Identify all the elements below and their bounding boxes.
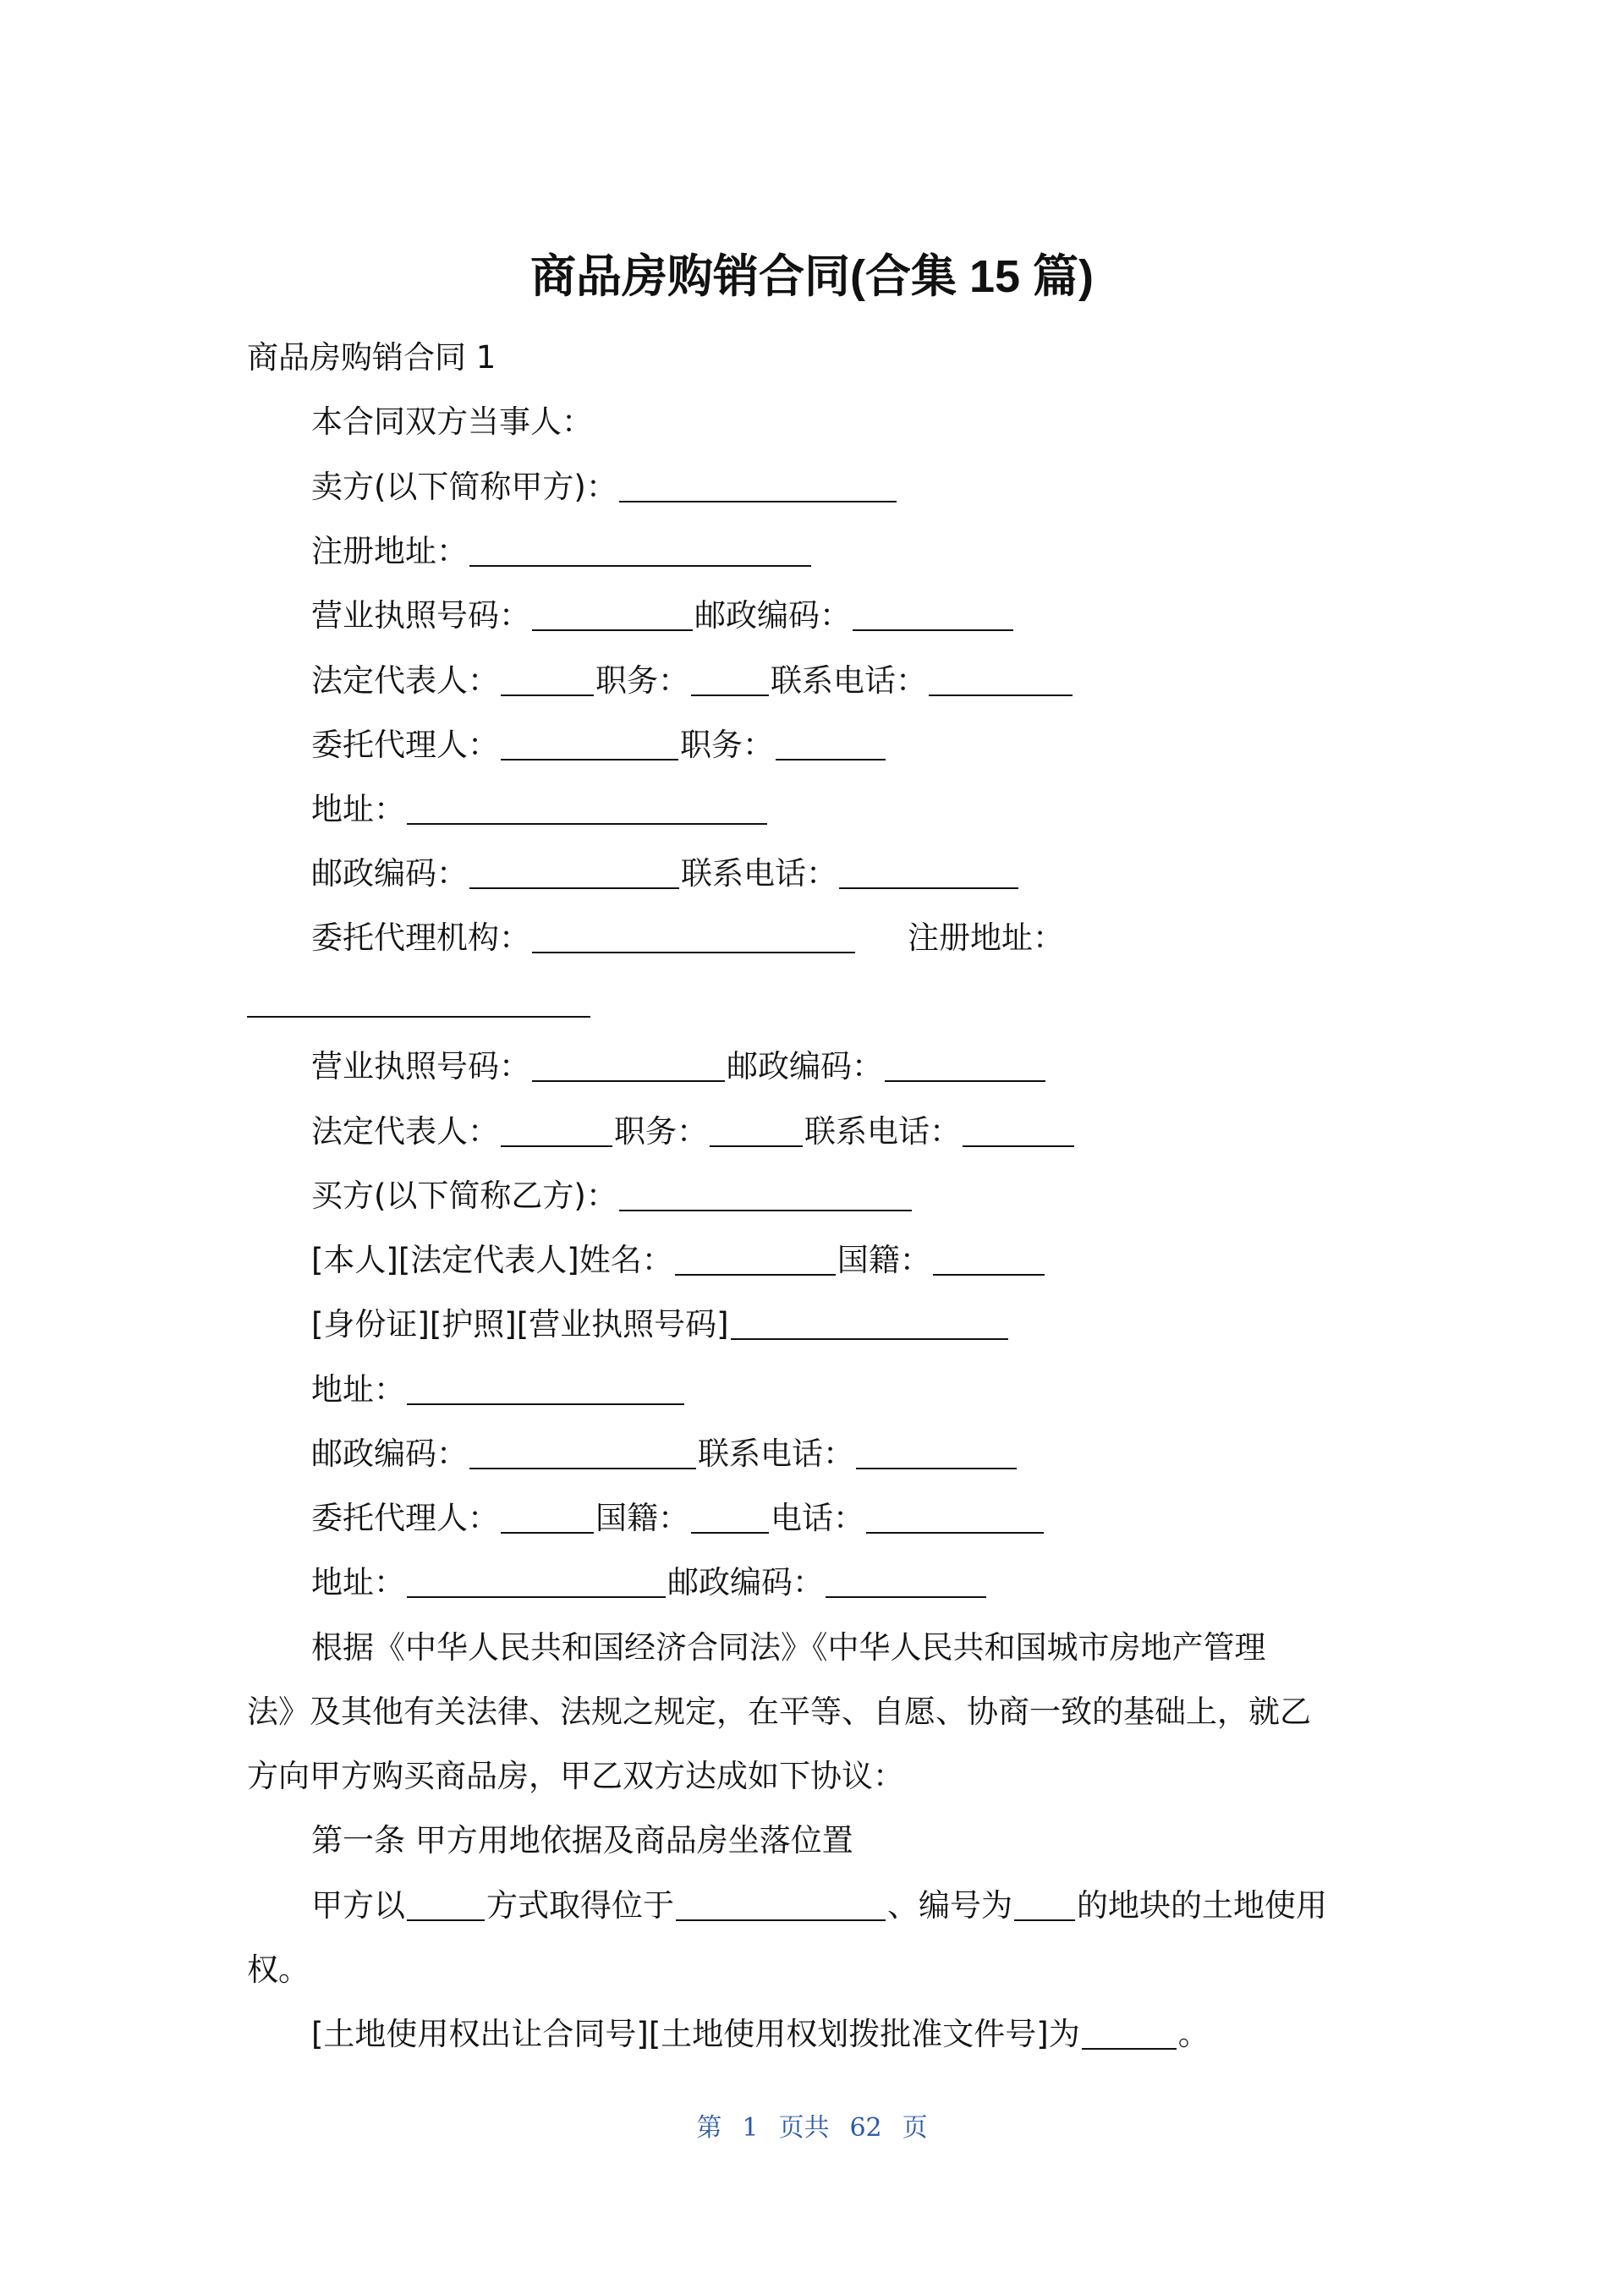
total-pages: 62 <box>849 2113 882 2143</box>
document-title: 商品房购销合同(合集 15 篇) <box>529 251 1095 302</box>
label: 法定代表人： <box>311 662 499 699</box>
buyer-name-line <box>311 1244 1046 1276</box>
blank-field[interactable] <box>731 1337 1008 1340</box>
agency-line <box>311 920 1064 956</box>
blank-field[interactable] <box>710 1145 803 1147</box>
blank-field[interactable] <box>469 564 811 567</box>
label: 国籍： <box>837 1242 931 1278</box>
blank-field[interactable] <box>839 887 1018 889</box>
blank-field[interactable] <box>1082 2047 1177 2050</box>
blank-field[interactable] <box>469 1467 696 1469</box>
blank-field[interactable] <box>929 694 1073 696</box>
article-1-line-1 <box>311 1887 1327 1924</box>
label: [本人][法定代表人]姓名： <box>311 1242 673 1278</box>
label: 营业执照号码： <box>311 597 530 634</box>
text: [土地使用权出让合同号][土地使用权划拨批准文件号]为 <box>311 2016 1080 2052</box>
blank-field[interactable] <box>501 694 594 696</box>
text: 、编号为 <box>887 1887 1012 1924</box>
footer-word: 第 <box>696 2113 722 2143</box>
preamble-line-3: 方向甲方购买商品房，甲乙双方达成如下协议： <box>247 1758 904 1794</box>
label: 委托代理人： <box>311 727 499 763</box>
text: 。 <box>1177 2016 1210 2052</box>
blank-field[interactable] <box>407 822 767 825</box>
buyer-id-line <box>311 1306 1010 1342</box>
article-1-line-3 <box>311 2018 1210 2050</box>
label: 电话： <box>771 1500 864 1536</box>
seller-legal-rep-line <box>311 662 1074 699</box>
blank-field[interactable] <box>885 1079 1045 1082</box>
blank-field[interactable] <box>691 694 769 696</box>
label: 联系电话： <box>681 855 837 892</box>
preamble-line-1: 根据《中华人民共和国经济合同法》《中华人民共和国城市房地产管理 <box>311 1629 1266 1666</box>
label: 地址： <box>311 1371 405 1408</box>
label: 联系电话： <box>698 1436 854 1472</box>
label: 买方(以下简称乙方)： <box>311 1178 617 1214</box>
agency-license-line <box>311 1048 1047 1084</box>
label: 地址： <box>311 1564 405 1600</box>
label: 邮政编码： <box>667 1564 824 1600</box>
article-1-heading: 第一条 甲方用地依据及商品房坐落位置 <box>311 1822 853 1859</box>
preamble-line-2: 法》及其他有关法律、法规之规定，在平等、自愿、协商一致的基础上，就乙 <box>247 1694 1311 1730</box>
blank-field[interactable] <box>407 1595 666 1598</box>
article-1-line-2: 权。 <box>247 1952 310 1988</box>
label: 注册地址： <box>908 920 1064 956</box>
seller-agent-line <box>311 727 887 763</box>
parties-intro <box>311 404 593 440</box>
footer-word: 页 <box>902 2113 928 2143</box>
page-number: 1 <box>742 2113 759 2143</box>
label: 邮政编码： <box>727 1048 883 1084</box>
blank-field[interactable] <box>776 758 886 760</box>
label: 邮政编码： <box>311 855 468 892</box>
agency-legal-rep-line <box>311 1113 1076 1150</box>
buyer-agent-line <box>311 1502 1045 1534</box>
label: 委托代理机构： <box>311 920 530 956</box>
seller-address-line <box>311 793 769 825</box>
section-heading: 商品房购销合同 1 <box>247 339 497 376</box>
label: 委托代理人： <box>311 1500 499 1536</box>
label: 联系电话： <box>771 662 927 699</box>
label: 法定代表人： <box>311 1113 499 1150</box>
blank-field[interactable] <box>247 1015 590 1018</box>
blank-field[interactable] <box>469 887 679 889</box>
text: 的地块的土地使用 <box>1077 1887 1327 1924</box>
blank-field[interactable] <box>501 758 678 760</box>
label: 职务： <box>614 1113 708 1150</box>
blank-field[interactable] <box>501 1145 612 1147</box>
footer-word: 页共 <box>778 2113 830 2143</box>
blank-field[interactable] <box>407 1403 684 1405</box>
blank-field[interactable] <box>856 1467 1017 1469</box>
label: 邮政编码： <box>311 1436 468 1472</box>
blank-field[interactable] <box>532 951 855 953</box>
blank-field[interactable] <box>532 1079 725 1082</box>
blank-field[interactable] <box>501 1531 594 1534</box>
buyer-postal-line <box>311 1436 1018 1472</box>
blank-field[interactable] <box>619 500 897 502</box>
blank-field[interactable] <box>619 1209 912 1211</box>
label: 职务： <box>595 662 689 699</box>
seller-registered-address <box>311 535 813 567</box>
text: 方式取得位于 <box>486 1887 674 1924</box>
blank-field[interactable] <box>866 1531 1044 1534</box>
label: [身份证][护照][营业执照号码] <box>311 1306 729 1342</box>
label: 注册地址： <box>311 533 468 569</box>
blank-field[interactable] <box>963 1145 1074 1147</box>
label: 联系电话： <box>804 1113 961 1150</box>
seller-line <box>311 469 898 505</box>
label: 营业执照号码： <box>311 1048 530 1084</box>
seller-postal-line <box>311 855 1020 892</box>
label: 地址： <box>311 791 405 827</box>
buyer-line <box>311 1178 914 1214</box>
text: 甲方以 <box>311 1887 405 1924</box>
page-footer <box>0 2106 1624 2144</box>
blank-field[interactable] <box>532 629 693 631</box>
buyer-agent-address-line <box>311 1564 988 1600</box>
blank-field[interactable] <box>1014 1919 1075 1921</box>
seller-license-line <box>311 597 1015 634</box>
blank-field[interactable] <box>675 1273 836 1276</box>
buyer-address-line <box>311 1371 686 1408</box>
label: 卖方(以下简称甲方)： <box>311 469 617 505</box>
blank-field[interactable] <box>407 1919 485 1921</box>
blank-field[interactable] <box>676 1919 886 1921</box>
blank-field[interactable] <box>933 1273 1045 1276</box>
agency-address-continuation <box>247 986 590 1018</box>
text: 本合同双方当事人： <box>311 404 593 440</box>
label: 国籍： <box>595 1500 689 1536</box>
blank-field[interactable] <box>826 1595 986 1598</box>
blank-field[interactable] <box>691 1531 769 1534</box>
label: 职务： <box>680 727 774 763</box>
label: 邮政编码： <box>694 597 851 634</box>
blank-field[interactable] <box>853 629 1013 631</box>
